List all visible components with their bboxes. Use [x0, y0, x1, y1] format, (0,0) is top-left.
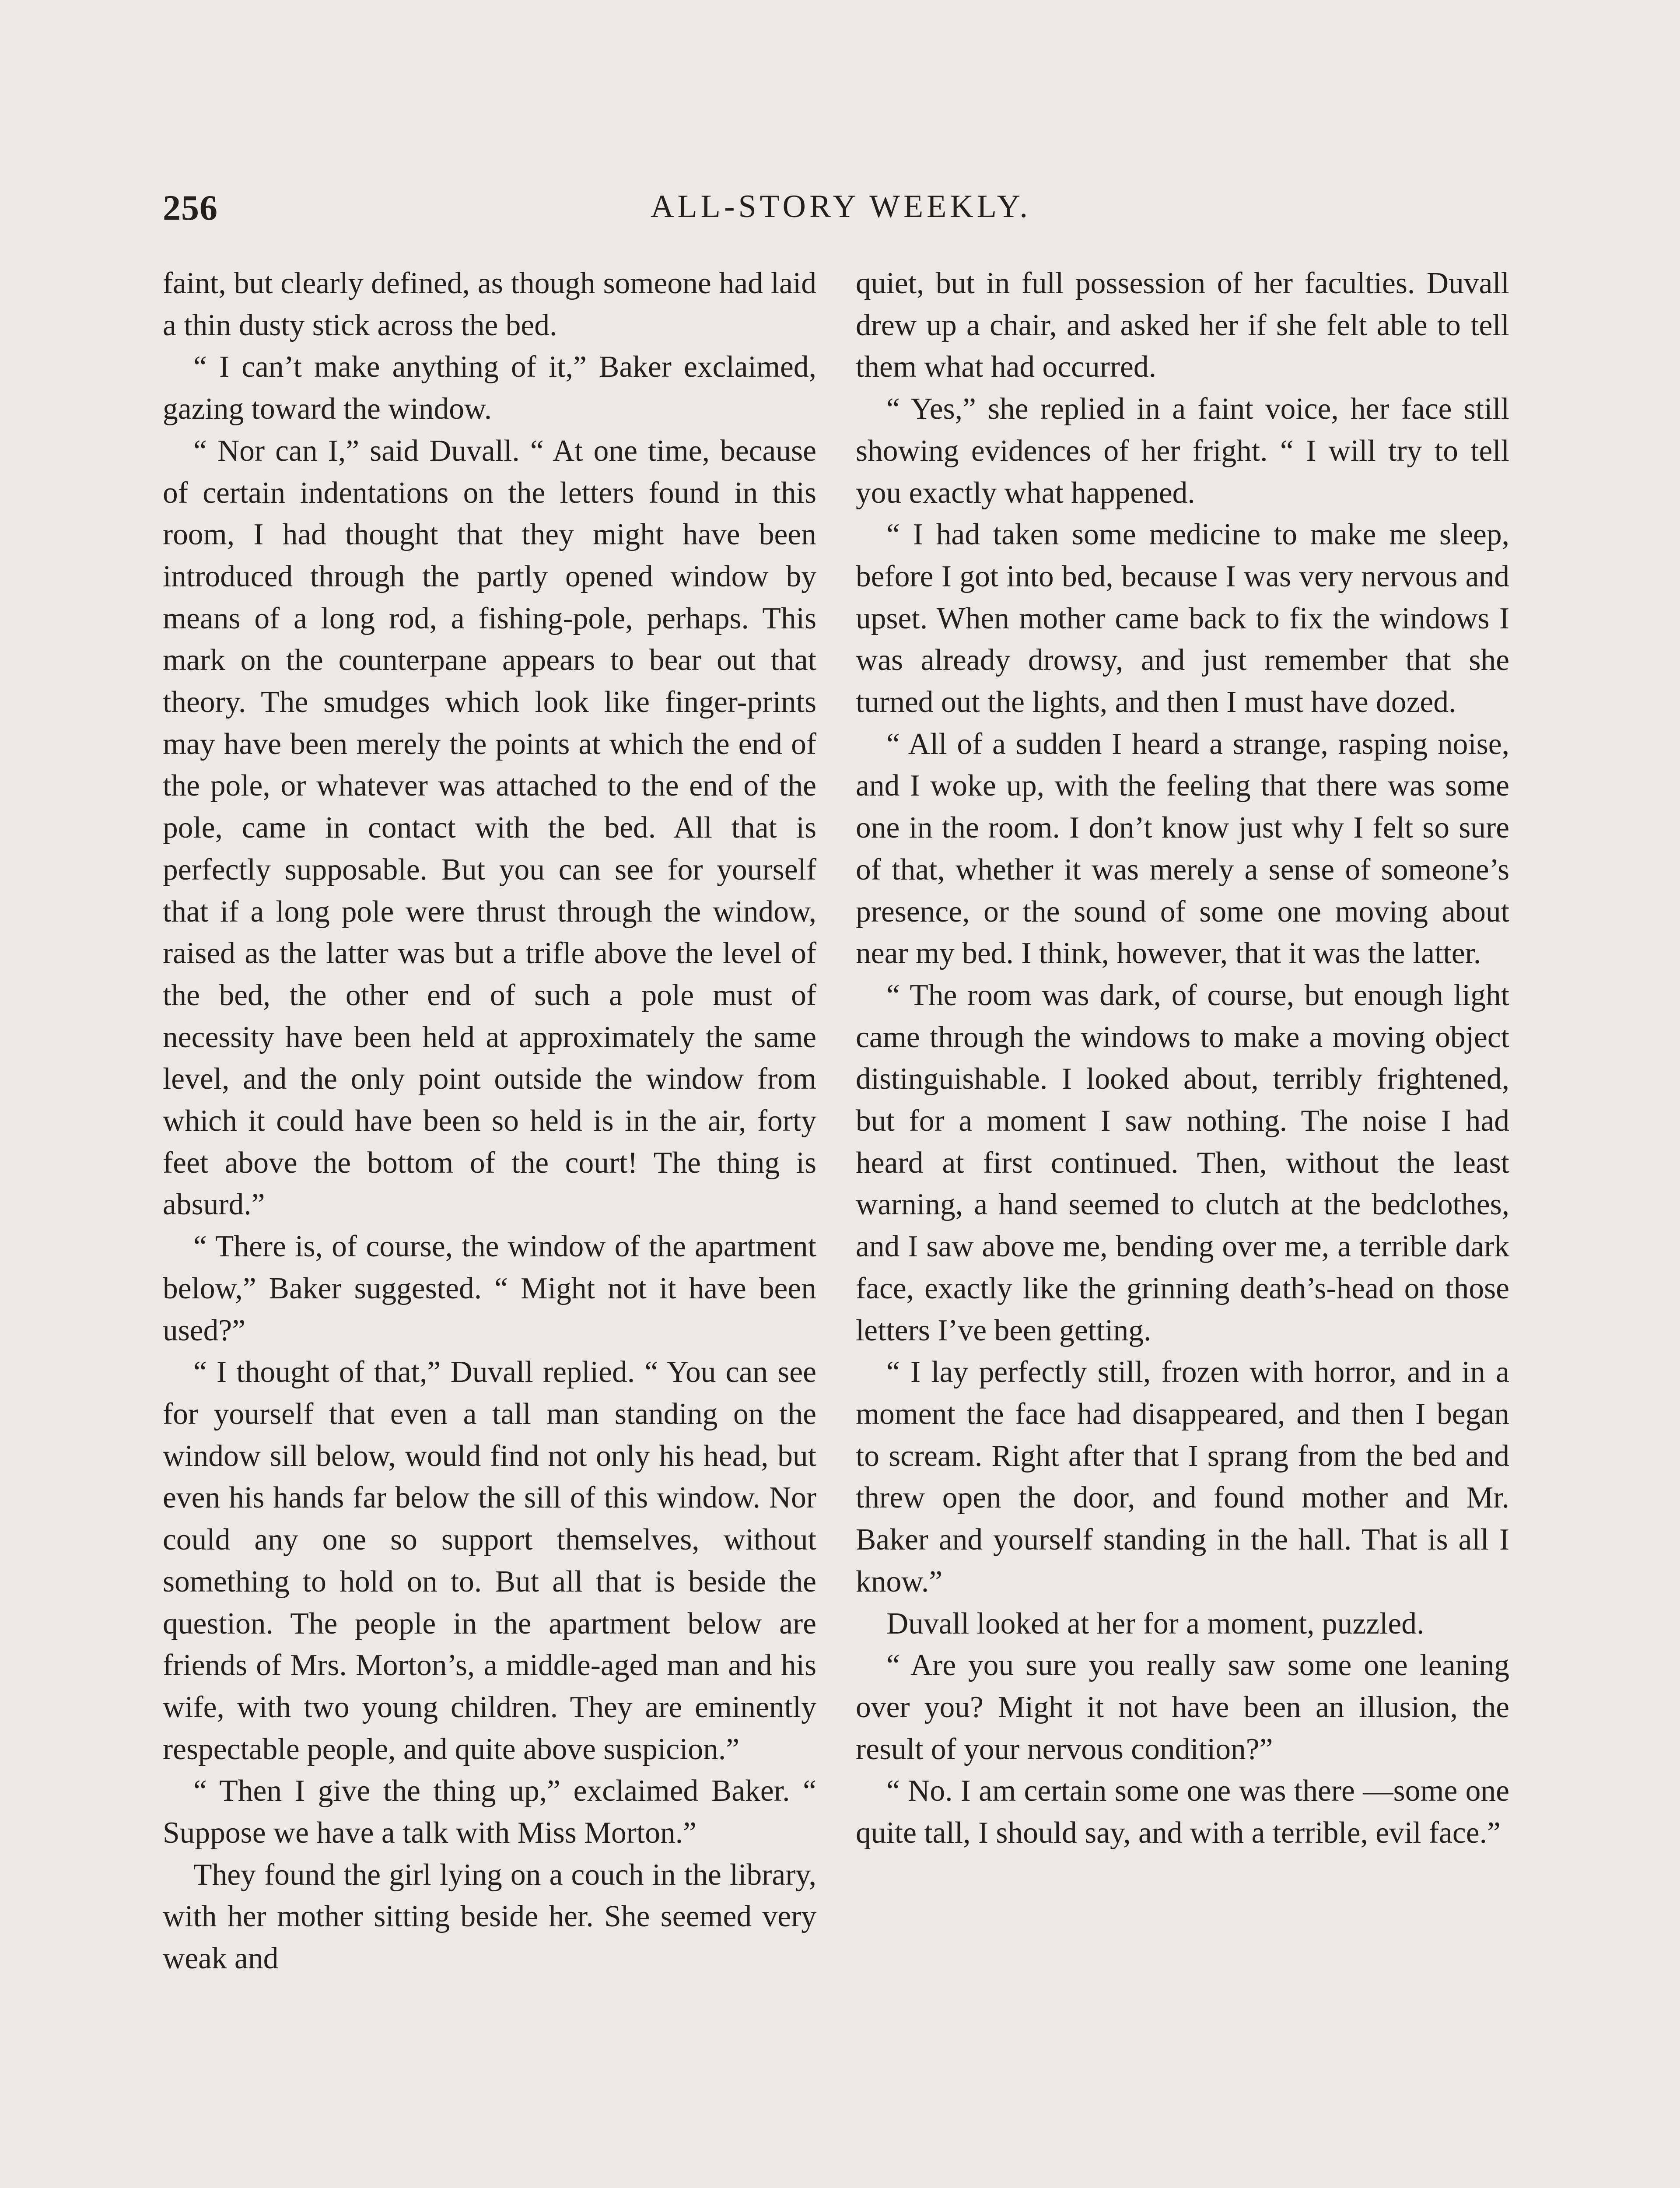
paragraph: “ I had taken some medicine to make me sleep, before I got into bed, because I was very nervous and upset. When mother came back to fix the windows I was already drowsy, and just remember that she turned out the lights, and then I must have dozed. [856, 518, 1509, 719]
paragraph: “ Nor can I,” said Duvall. “ At one time, because of certain indentations on the letters found in this room, I had thought that they might have been introduced through the partly opened window by means of a long rod, a fishing-pole, perhaps. This mark on the counterpane appears to bear out that theory. The smudges which look like finger-prints may have been merely the points at which the end of the pole, or whatever was attached to the end of the pole, came in contact with the bed. All that is perfectly supposable. But you can see for yourself that if a long pole were thrust through the window, raised as the latter was but a trifle above the level of the bed, the other end of such a pole must of necessity have been held at approximately the same level, and the only point outside the window from which it could have been so held is in the air, forty feet above the bottom of the court! The thing is absurd.” [163, 434, 816, 1222]
paragraph: “ I lay perfectly still, frozen with horror, and in a moment the face had disappeared, and then I began to scream. Right after that I sprang from the bed and threw open the door, and found mother and Mr. Baker and yourself standing in the hall. That is all I know.” [856, 1355, 1509, 1599]
paragraph: Duvall looked at her for a moment, puzzled. [886, 1606, 1424, 1641]
paragraph: “ I can’t make anything of it,” Baker exclaimed, gazing toward the window. [163, 350, 816, 426]
paragraph: “ Are you sure you really saw some one leaning over you? Might it not have been an illusion, the result of your nervous condition?” [856, 1648, 1509, 1766]
page-number: 256 [163, 188, 218, 228]
paragraph: quiet, but in full possession of her faculties. Duvall drew up a chair, and asked her if she felt able to tell them what had occurred. [856, 266, 1509, 384]
paragraph: They found the girl lying on a couch in the library, with her mother sitting beside her. She seemed very weak and [163, 1858, 816, 1976]
paragraph: “ I thought of that,” Duvall replied. “ You can see for yourself that even a tall man standing on the window sill below, would find not only his head, but even his hands far below the sill of this window. Nor could any one so support themselves, without something to hold on to. But all that is beside the question. The people in the apartment below are friends of Mrs. Morton’s, a middle-aged man and his wife, with two young children. They are eminently respectable people, and quite above suspicion.” [163, 1355, 816, 1766]
paragraph: “ There is, of course, the window of the apartment below,” Baker suggested. “ Might not it have been used?” [163, 1230, 816, 1347]
paragraph: “ Yes,” she replied in a faint voice, her face still showing evidences of her fright. “ I will try to tell you exactly what happened. [856, 392, 1509, 510]
paragraph: “ Then I give the thing up,” exclaimed Baker. “ Suppose we have a talk with Miss Morton.” [163, 1774, 816, 1850]
paragraph: faint, but clearly defined, as though someone had laid a thin dusty stick across the bed. [163, 266, 816, 342]
paragraph: “ All of a sudden I heard a strange, rasping noise, and I woke up, with the feeling that there was some one in the room. I don’t know just why I felt so sure of that, whether it was merely a sense of someone’s presence, or the sound of some one moving about near my bed. I think, however, that it was the latter. [856, 727, 1509, 971]
right-column [856, 263, 1509, 1854]
paragraph: “ The room was dark, of course, but enough light came through the windows to make a moving object distinguishable. I looked about, terribly frightened, but for a moment I saw nothing. The noise I had heard at first continued. Then, without the least warning, a hand seemed to clutch at the bedclothes, and I saw above me, bending over me, a terrible dark face, exactly like the grinning death’s-head on those letters I’ve been getting. [856, 978, 1509, 1347]
page-header [163, 184, 1519, 236]
paragraph: “ No. I am certain some one was there —some one quite tall, I should say, and with a terrible, evil face.” [856, 1774, 1509, 1850]
left-column [163, 263, 816, 1980]
running-title: ALL-STORY WEEKLY. [651, 189, 1031, 224]
